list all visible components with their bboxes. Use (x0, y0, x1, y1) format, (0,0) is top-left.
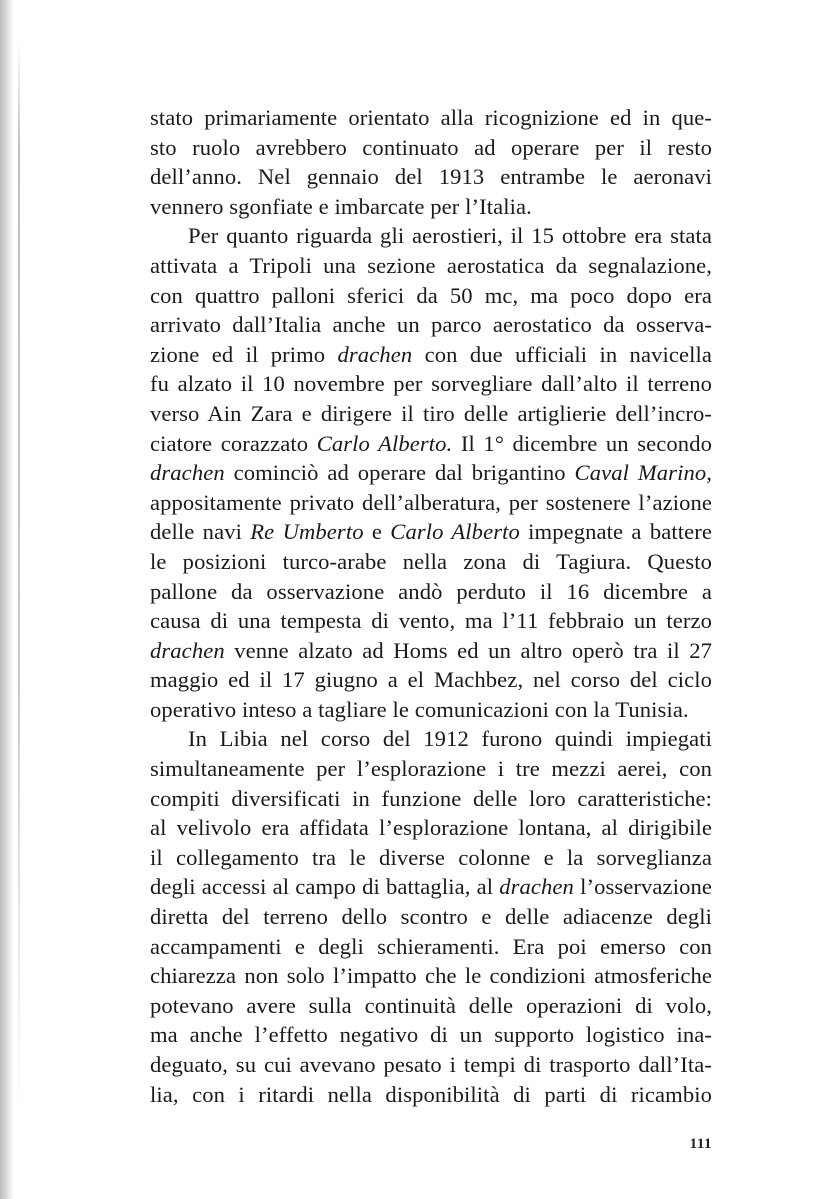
italic-term: Caval Marino, (574, 460, 712, 486)
text-line: verso Ain Zara e dirigere il tiro delle artiglierie dell’incro- (150, 400, 712, 426)
text-line: maggio ed il 17 giugno a el Machbez, nel corso del ciclo (150, 667, 712, 693)
text-line: con quattro palloni sferici da 50 mc, ma poco dopo era (150, 282, 712, 308)
text-line: diretta del terreno dello scontro e delle adiacenze degli (150, 904, 712, 930)
text-line: fu alzato il 10 novembre per sorvegliare dall’alto il terreno (150, 371, 712, 397)
binding-shadow (0, 0, 14, 1199)
text-line (150, 636, 712, 666)
text-line (150, 517, 712, 547)
text-line: stato primariamente orientato alla ricognizione ed in que- (150, 105, 712, 130)
text-line: operativo inteso a tagliare le comunicazioni con la Tunisia. (150, 696, 689, 722)
page-number: 111 (689, 1136, 712, 1152)
italic-term: Carlo Alberto (390, 519, 520, 545)
italic-term: drachen (150, 460, 225, 486)
text-line: attivata a Tripoli una sezione aerostatica da segnalazione, (150, 252, 712, 278)
text-segment: ciatore corazzato (150, 430, 317, 456)
text-line: Per quanto riguarda gli aerostieri, il 15 ottobre era stata (188, 223, 712, 249)
text-line: ma anche l’effetto negativo di un supporto logistico ina- (150, 1022, 712, 1048)
text-line: In Libia nel corso del 1912 furono quindi impiegati (188, 726, 712, 752)
text-line: causa di una tempesta di vento, ma l’11 febbraio un terzo (150, 608, 712, 634)
italic-term: Carlo Alberto. (316, 430, 453, 456)
text-segment: impegnate a battere (519, 519, 712, 545)
italic-term: drachen (150, 637, 225, 663)
text-line: chiarezza non solo l’impatto che le condizioni atmosferiche (150, 963, 712, 989)
body-text (150, 103, 712, 1109)
text-line: lia, con i ritardi nella disponibilità di parti di ricambio (150, 1081, 712, 1107)
text-line (150, 340, 712, 370)
text-line: appositamente privato dell’alberatura, per sostenere l’azione (150, 489, 712, 515)
text-line: accampamenti e degli schieramenti. Era poi emerso con (150, 933, 712, 959)
text-segment: zione ed il primo (150, 341, 338, 367)
text-segment: cominciò ad operare dal brigantino (224, 460, 575, 486)
text-segment: Il 1° dicembre un secondo (452, 430, 712, 456)
text-segment: delle navi (150, 519, 251, 545)
binding-crease (18, 40, 20, 1120)
text-line: deguato, su cui avevano pesato i tempi di trasporto dall’Ita- (150, 1052, 712, 1077)
text-line (150, 458, 712, 488)
italic-term: Re Umberto (250, 519, 364, 545)
text-segment: con due ufficiali in navicella (412, 341, 712, 367)
text-line (150, 429, 712, 459)
text-segment: l’osservazione (573, 874, 712, 900)
text-line: sto ruolo avrebbero continuato ad operare per il resto (150, 134, 712, 160)
text-line: le posizioni turco-arabe nella zona di Tagiura. Questo (150, 548, 712, 574)
text-line: compiti diversificati in funzione delle loro caratteristiche: (150, 785, 712, 811)
text-segment: degli accessi al campo di battaglia, al (150, 874, 500, 900)
text-segment: venne alzato ad Homs ed un altro operò tra il 27 (224, 637, 712, 663)
text-line: vennero sgonfiate e imbarcate per l’Italia. (150, 193, 532, 219)
text-line: arrivato dall’Italia anche un parco aerostatico da osserva- (150, 312, 712, 338)
text-line: potevano avere sulla continuità delle operazioni di volo, (150, 992, 712, 1018)
text-line: il collegamento tra le diverse colonne e la sorveglianza (150, 844, 712, 870)
italic-term: drachen (499, 874, 574, 900)
text-line: pallone da osservazione andò perduto il 16 dicembre a (150, 578, 712, 604)
text-line: simultaneamente per l’esplorazione i tre mezzi aerei, con (150, 756, 712, 782)
italic-term: drachen (337, 341, 413, 367)
text-line (150, 872, 712, 902)
text-line: dell’anno. Nel gennaio del 1913 entrambe le aeronavi (150, 164, 712, 190)
text-segment: e (363, 519, 391, 545)
text-line: al velivolo era affidata l’esplorazione lontana, al dirigibile (150, 815, 712, 841)
